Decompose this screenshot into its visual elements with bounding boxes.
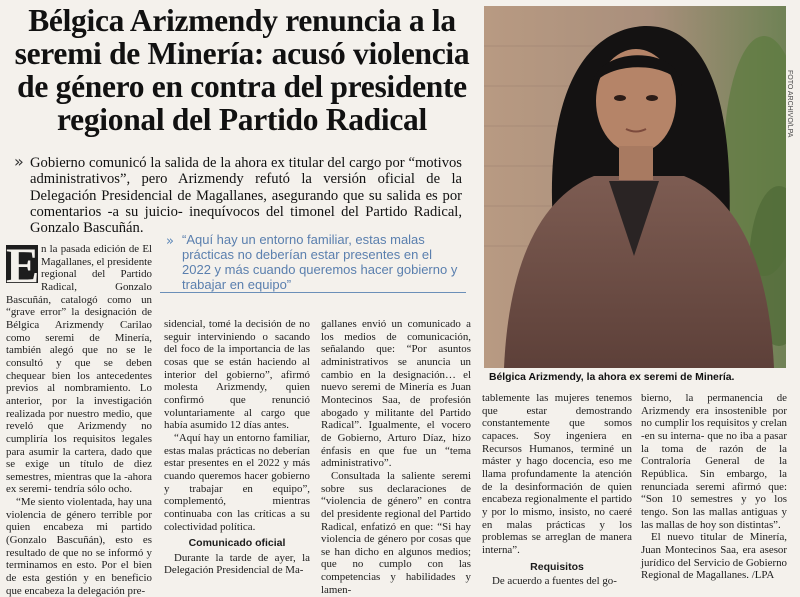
- paragraph: De acuerdo a fuentes del go-: [492, 575, 617, 588]
- paragraph: El nuevo titular de Minería, Juan Montecinos Saa, era asesor jurídico del Servicio de Gobierno Regional de Magallanes. /LPA: [641, 531, 787, 582]
- body-column-1: [6, 237, 152, 597]
- pull-quote: [160, 230, 466, 293]
- paragraph: tablemente las mujeres tenemos que estar demostrando constantemente que somos capaces. Soy ingeniera en Recursos Humanos, terminé un máster y hago docencia, eso me llama profundamente la atención de la desinformación de quien encabeza regionalmente el partido y por lo mismo, insisto, no caeré en malas prácticas y los problemas se arreglan de manera interna”.: [482, 392, 632, 556]
- paragraph: “Me siento violentada, hay una violencia de género terrible por quien encabeza mi partido (Gonzalo Bascuñán), esto es resultado de que no se informó y terminamos en esto. Por el bien de esta gestión y en beneficio que encabeza la delegación pre-: [6, 496, 152, 597]
- drop-cap: E: [6, 237, 40, 293]
- subheading: Requisitos: [530, 560, 584, 573]
- body-column-2: [164, 318, 310, 577]
- photo-credit: FOTO ARCHIVO/LPA: [786, 70, 793, 138]
- headline: Bélgica Arizmendy renuncia a la seremi de Minería: acusó violencia de género en contra del presidente regional del Partido Radical: [14, 3, 470, 137]
- paragraph: gallanes envió un comunicado a los medios de comunicación, señalando que: “Por asuntos administrativos se anuncia un cambio en la designación… el nuevo seremi de Minería es Juan Montecinos Saa, de profesión abogado y militante del Partido Radical”. Igualmente, el vocero de Gobierno, Arturo Díaz, hizo énfasis en que fue un “tema administrativo”.: [321, 318, 471, 470]
- paragraph: bierno, la permanencia de Arizmendy era insostenible por no cumplir los requisitos y crelan -en su interna- que no iba a pasar la toma de razón de la Contraloría General de la República. Sin embargo, la renunciada seremi afirmó que: “Son 10 semestres y yo los tengo. Son las mallas antiguas y las mallas de hoy son distintas”.: [641, 392, 787, 531]
- lede: Gobierno comunicó la salida de la ahora ex titular del cargo por “motivos administrativos”, pero Arizmendy refutó la versión oficial de la Delegación Presidencial de Magallanes, asegurando que su salida es por comentarios -a su juicio- inequívocos del timonel del Partido Radical, Gonzalo Bascuñán.: [30, 155, 462, 237]
- portrait-photo: [484, 6, 786, 368]
- paragraph: n la pasada edición de El Magallanes, el presidente regional del Partido Radical, Gonzalo Bascuñán, catalogó como un “grave error” la designación de Bélgica Arizmendy Carilao como seremi de Minería, también alegó que no se le consultó y que se deben chequear bien los antecedentes previos al nombramiento. Lo anterior, por la investigación realizada por nuestro medio, que reveló que Arizmendy no cumpliría los requisitos legales para asumir la cartera, dado que se exige un título de diez semestres, mientras que la -ahora ex seremi- tendría sólo ocho.: [6, 243, 152, 496]
- paragraph: Durante la tarde de ayer, la Delegación Presidencial de Ma-: [164, 551, 310, 577]
- paragraph: Consultada la saliente seremi sobre sus declaraciones de “violencia de género” en contra del presidente regional del Partido Radical, enfatizó en que: “Si hay violencia de género por cosas que se han dicho en algunos medios; que no cumplo con las competencias y habilidades y lamen-: [321, 469, 471, 596]
- quote-chevron-icon: »: [166, 234, 174, 249]
- lede-chevron-icon: »: [14, 152, 24, 171]
- body-column-3: [321, 318, 471, 596]
- pull-quote-text: “Aquí hay un entorno familiar, estas malas prácticas no deberían estar presentes en el 2022 y más cuando queremos hacer gobierno y trabajar en equipo”: [182, 232, 458, 292]
- paragraph: sidencial, tomé la decisión de no seguir interviniendo o sacando del foco de la importancia de las cosas que se están haciendo al interior del gobierno”, afirmó molesta Arizmendy, quien confirmó que renunció voluntariamente al cargo que había asumido 12 días antes.: [164, 318, 310, 432]
- photo-caption: Bélgica Arizmendy, la ahora ex seremi de Minería.: [489, 372, 735, 383]
- body-column-4: [482, 392, 632, 588]
- subheading: Comunicado oficial: [188, 537, 286, 550]
- paragraph: “Aquí hay un entorno familiar, estas malas prácticas no deberían estar presentes en el 2022 y más cuando queremos hacer gobierno y trabajar en equipo”, complementó, mientras continuaba con las críticas a su colectividad política.: [164, 431, 310, 533]
- body-column-5: [641, 392, 787, 582]
